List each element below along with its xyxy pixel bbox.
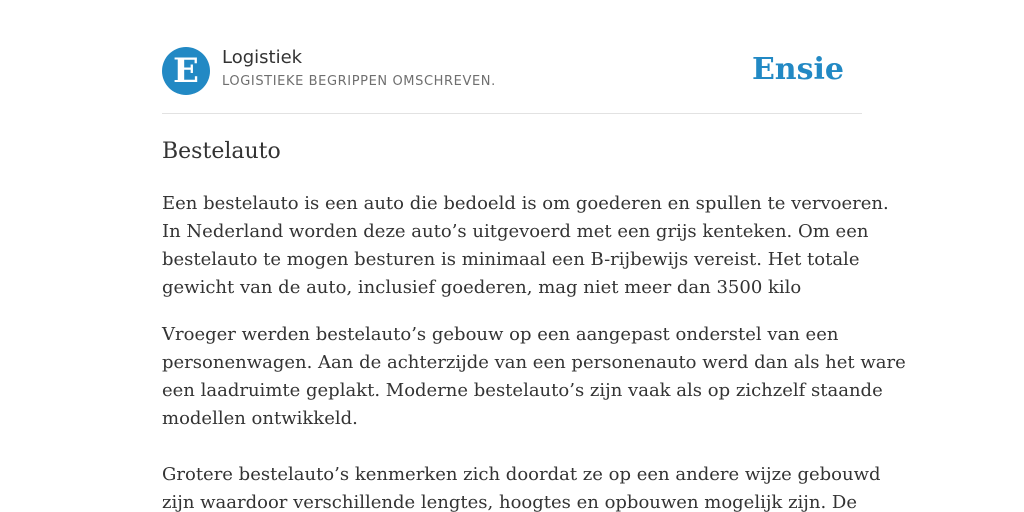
paragraph-line: Een bestelauto is een auto die bedoeld is om goederen en spullen te vervoeren. <box>162 193 889 214</box>
article-paragraph <box>162 461 881 512</box>
paragraph-line: modellen ontwikkeld. <box>162 408 358 429</box>
paragraph-line: zijn waardoor verschillende lengtes, hoogtes en opbouwen mogelijk zijn. De <box>162 492 858 512</box>
site-header <box>162 46 862 96</box>
paragraph-line: Vroeger werden bestelauto’s gebouw op een aangepast onderstel van een <box>162 324 839 345</box>
article-title: Bestelauto <box>162 139 281 164</box>
paragraph-line: een laadruimte geplakt. Moderne bestelauto’s zijn vaak als op zichzelf staande <box>162 380 883 401</box>
article-paragraph <box>162 190 889 302</box>
header-divider <box>162 113 862 114</box>
site-logo[interactable]: E <box>162 47 210 95</box>
paragraph-line: personenwagen. Aan de achterzijde van een personenauto werd dan als het ware <box>162 352 906 373</box>
article-paragraph <box>162 321 906 433</box>
paragraph-line: In Nederland worden deze auto’s uitgevoerd met een grijs kenteken. Om een <box>162 221 869 242</box>
paragraph-line: bestelauto te mogen besturen is minimaal een B-rijbewijs vereist. Het totale <box>162 249 860 270</box>
paragraph-line: gewicht van de auto, inclusief goederen, mag niet meer dan 3500 kilo <box>162 277 802 298</box>
site-title[interactable]: Logistiek <box>222 47 303 68</box>
site-subtitle: LOGISTIEKE BEGRIPPEN OMSCHREVEN. <box>222 74 496 89</box>
paragraph-line: Grotere bestelauto’s kenmerken zich doordat ze op een andere wijze gebouwd <box>162 464 881 485</box>
article <box>162 136 906 512</box>
ensie-brand-logo[interactable]: Ensie <box>751 52 844 87</box>
